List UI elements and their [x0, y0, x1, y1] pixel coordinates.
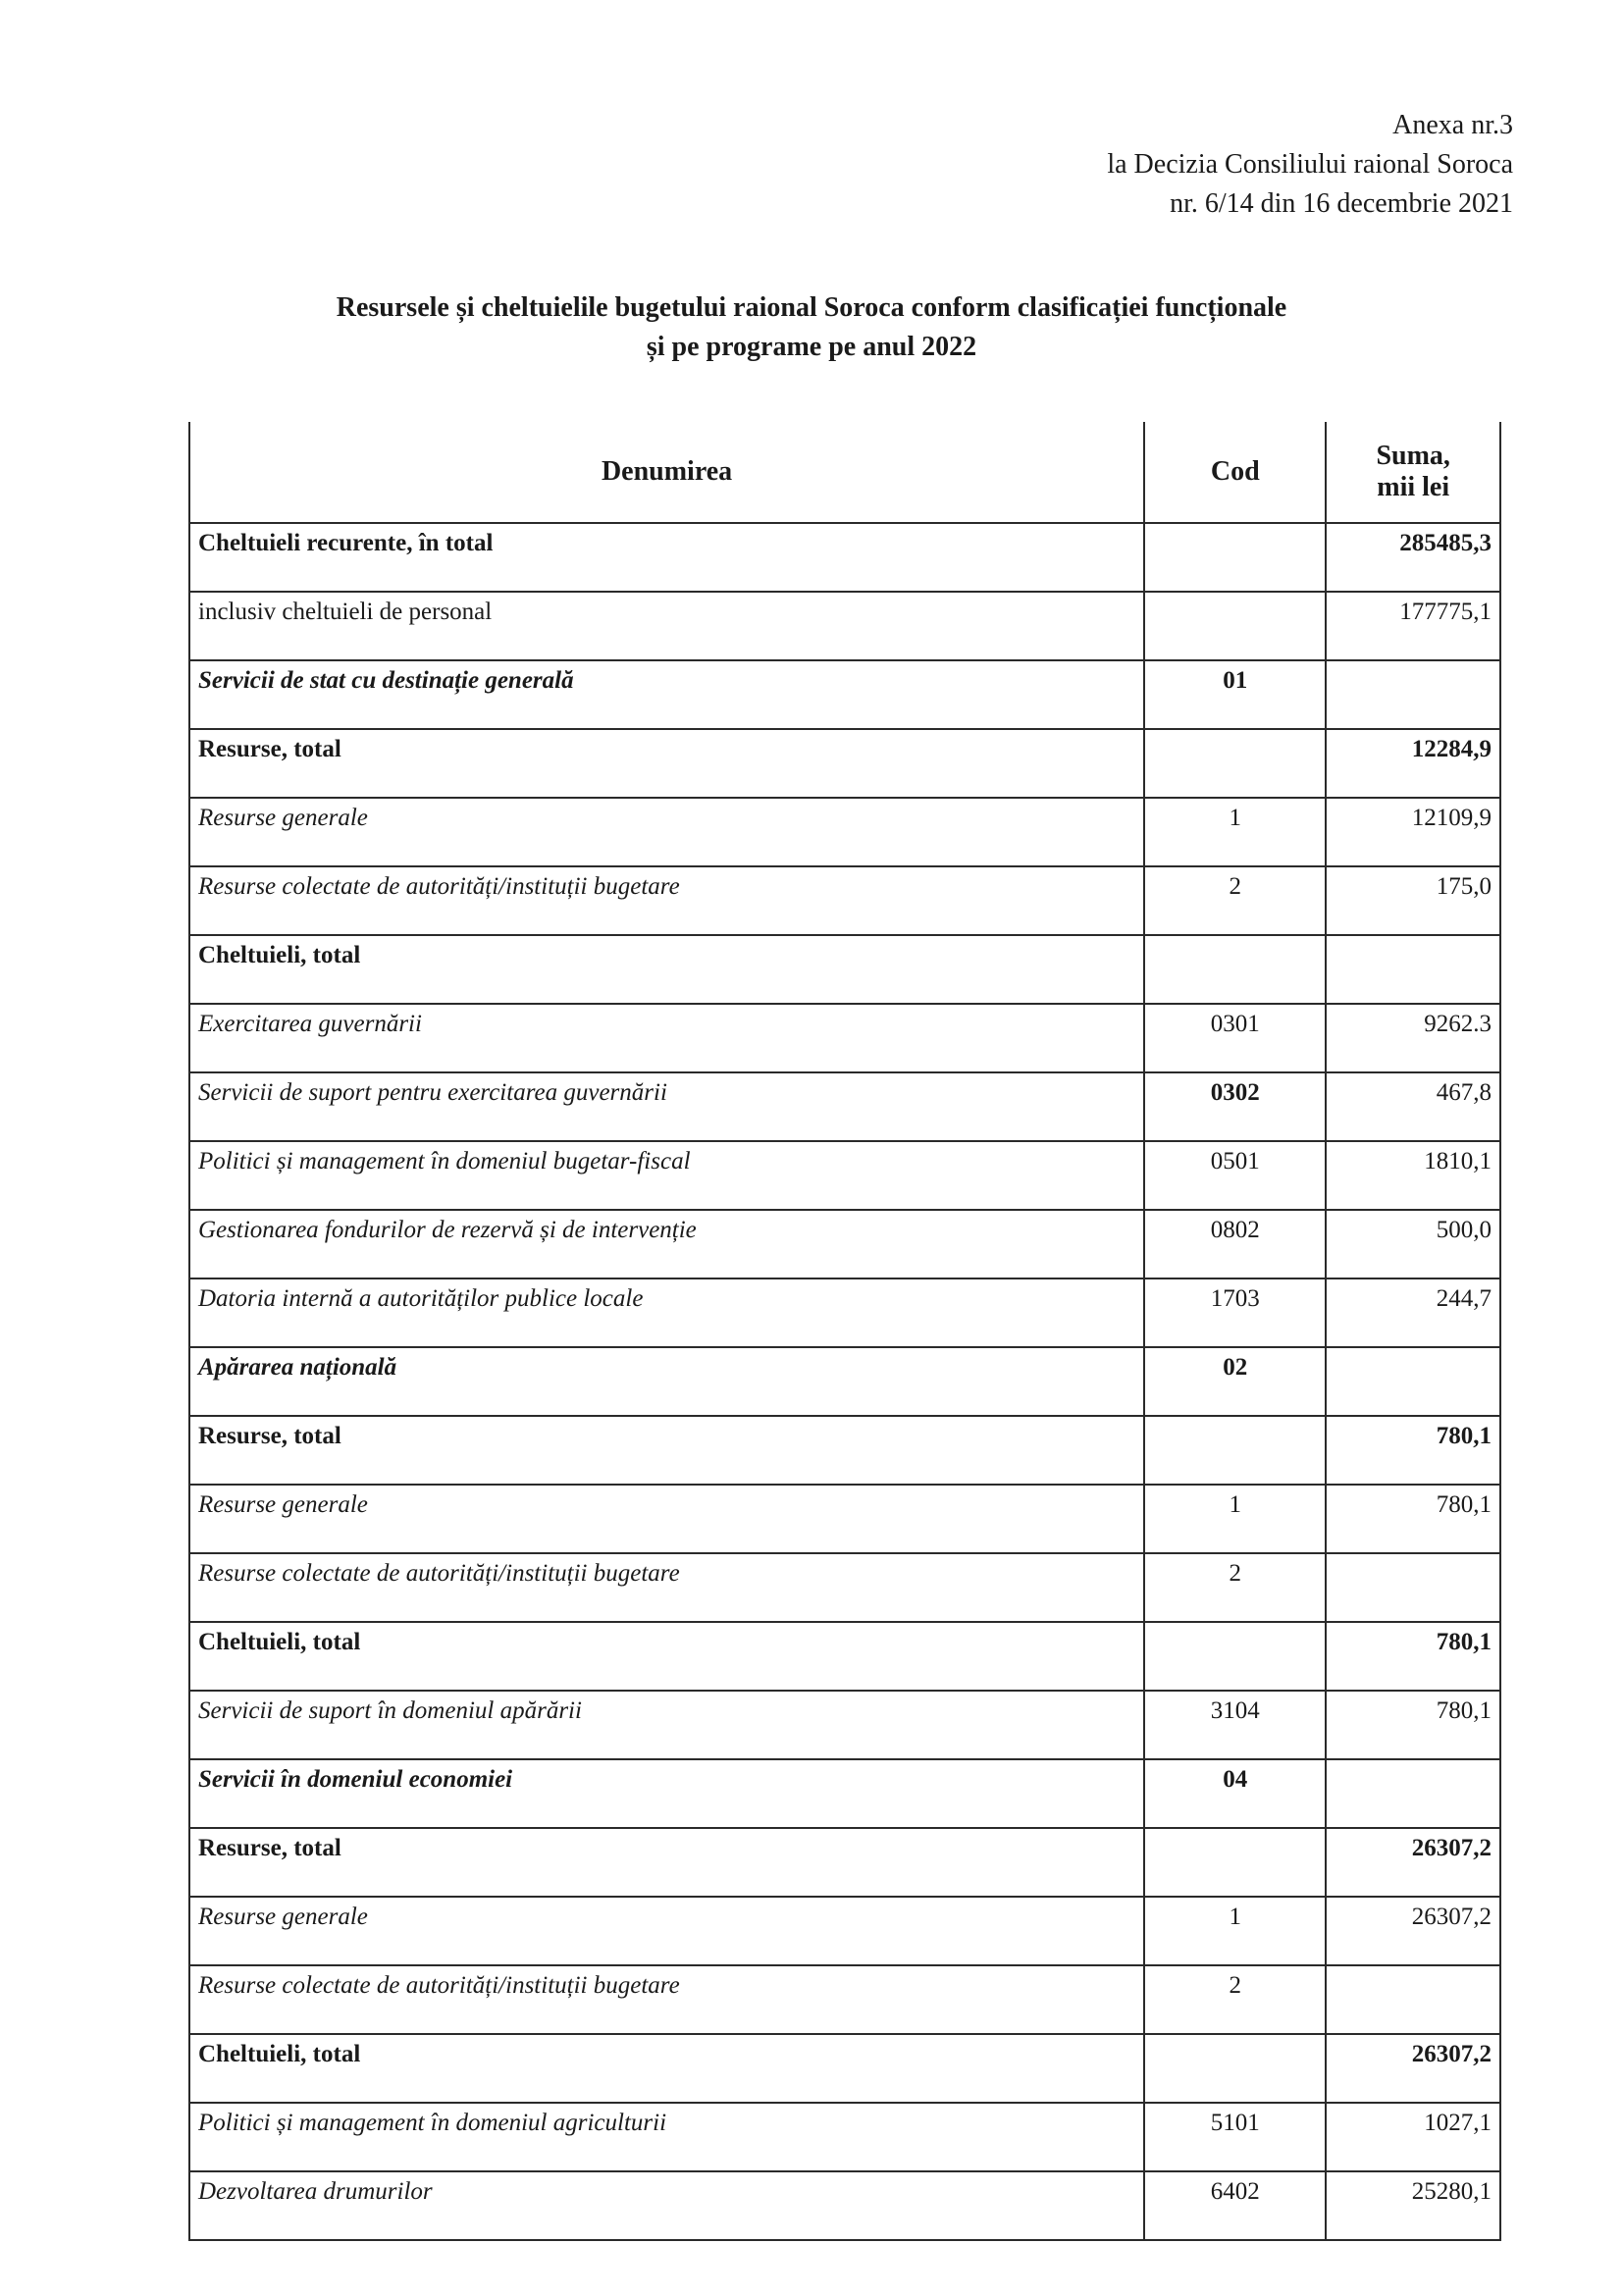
annex-header: [1107, 106, 1513, 224]
row-code: 2: [1144, 1965, 1326, 2034]
row-code: 2: [1144, 866, 1326, 935]
row-code: 1: [1144, 798, 1326, 866]
row-name: Datoria internă a autorităților publice locale: [189, 1278, 1144, 1347]
document-title: [0, 288, 1623, 367]
row-code: [1144, 1622, 1326, 1691]
row-name: Servicii de stat cu destinație generală: [189, 660, 1144, 729]
row-name: Gestionarea fondurilor de rezervă și de intervenție: [189, 1210, 1144, 1278]
header-name: Denumirea: [189, 422, 1144, 523]
row-sum: 26307,2: [1326, 1897, 1500, 1965]
table-row: [189, 1278, 1500, 1347]
row-code: 3104: [1144, 1691, 1326, 1759]
budget-table-header: [189, 422, 1500, 523]
row-sum: [1326, 1965, 1500, 2034]
row-name: Resurse generale: [189, 1897, 1144, 1965]
table-row: [189, 660, 1500, 729]
row-code: 6402: [1144, 2171, 1326, 2240]
row-sum: 25280,1: [1326, 2171, 1500, 2240]
row-name: Dezvoltarea drumurilor: [189, 2171, 1144, 2240]
row-name: Cheltuieli, total: [189, 935, 1144, 1004]
row-code: 0302: [1144, 1072, 1326, 1141]
row-code: [1144, 729, 1326, 798]
header-sum-line-1: Suma,: [1376, 441, 1450, 471]
table-row: [189, 1759, 1500, 1828]
row-sum: [1326, 935, 1500, 1004]
row-name: Resurse generale: [189, 798, 1144, 866]
row-sum: 780,1: [1326, 1691, 1500, 1759]
row-code: [1144, 592, 1326, 660]
table-row: [189, 935, 1500, 1004]
row-name: inclusiv cheltuieli de personal: [189, 592, 1144, 660]
row-code: [1144, 1828, 1326, 1897]
annex-number: Anexa nr.3: [1392, 110, 1513, 140]
table-row: [189, 866, 1500, 935]
row-code: 0301: [1144, 1004, 1326, 1072]
row-sum: 285485,3: [1326, 523, 1500, 592]
row-code: 01: [1144, 660, 1326, 729]
row-code: [1144, 2034, 1326, 2103]
row-sum: 1810,1: [1326, 1141, 1500, 1210]
table-row: [189, 1828, 1500, 1897]
annex-decision-date: nr. 6/14 din 16 decembrie 2021: [1170, 188, 1513, 219]
document-title-line-1: Resursele și cheltuielile bugetului raional Soroca conform clasificației funcționale: [336, 292, 1287, 323]
table-row: [189, 1347, 1500, 1416]
table-row: [189, 798, 1500, 866]
table-row: [189, 1897, 1500, 1965]
row-sum: [1326, 1759, 1500, 1828]
row-sum: 177775,1: [1326, 592, 1500, 660]
header-row: [189, 422, 1500, 523]
table-row: [189, 1553, 1500, 1622]
budget-table: [188, 422, 1501, 2241]
table-row: [189, 1004, 1500, 1072]
row-code: 0802: [1144, 1210, 1326, 1278]
row-sum: 9262.3: [1326, 1004, 1500, 1072]
row-code: 04: [1144, 1759, 1326, 1828]
row-sum: 26307,2: [1326, 1828, 1500, 1897]
row-name: Resurse colectate de autorități/instituții bugetare: [189, 1553, 1144, 1622]
row-code: [1144, 1416, 1326, 1485]
row-name: Resurse generale: [189, 1485, 1144, 1553]
table-row: [189, 1965, 1500, 2034]
row-code: [1144, 935, 1326, 1004]
row-name: Politici și management în domeniul bugetar-fiscal: [189, 1141, 1144, 1210]
header-sum-line-2: mii lei: [1377, 472, 1450, 502]
row-sum: 780,1: [1326, 1485, 1500, 1553]
table-row: [189, 2034, 1500, 2103]
row-sum: 467,8: [1326, 1072, 1500, 1141]
row-code: 1703: [1144, 1278, 1326, 1347]
table-row: [189, 1141, 1500, 1210]
row-sum: 1027,1: [1326, 2103, 1500, 2171]
table-row: [189, 523, 1500, 592]
row-sum: 12284,9: [1326, 729, 1500, 798]
row-name: Cheltuieli, total: [189, 2034, 1144, 2103]
row-name: Resurse colectate de autorități/instituții bugetare: [189, 1965, 1144, 2034]
row-sum: [1326, 1553, 1500, 1622]
row-code: 5101: [1144, 2103, 1326, 2171]
row-name: Resurse, total: [189, 1416, 1144, 1485]
document-title-line-2: și pe programe pe anul 2022: [646, 332, 977, 362]
row-code: [1144, 523, 1326, 592]
table-row: [189, 1210, 1500, 1278]
row-code: 1: [1144, 1485, 1326, 1553]
row-name: Servicii în domeniul economiei: [189, 1759, 1144, 1828]
row-name: Resurse, total: [189, 729, 1144, 798]
budget-table-body: [189, 523, 1500, 2240]
row-sum: 12109,9: [1326, 798, 1500, 866]
row-sum: [1326, 1347, 1500, 1416]
row-name: Exercitarea guvernării: [189, 1004, 1144, 1072]
row-name: Resurse colectate de autorități/instituții bugetare: [189, 866, 1144, 935]
row-sum: 244,7: [1326, 1278, 1500, 1347]
row-sum: [1326, 660, 1500, 729]
row-sum: 780,1: [1326, 1622, 1500, 1691]
table-row: [189, 1416, 1500, 1485]
row-name: Cheltuieli recurente, în total: [189, 523, 1144, 592]
header-code: Cod: [1144, 422, 1326, 523]
row-sum: 175,0: [1326, 866, 1500, 935]
table-row: [189, 2171, 1500, 2240]
table-row: [189, 1691, 1500, 1759]
row-name: Servicii de suport în domeniul apărării: [189, 1691, 1144, 1759]
row-code: 1: [1144, 1897, 1326, 1965]
row-code: 2: [1144, 1553, 1326, 1622]
table-row: [189, 592, 1500, 660]
row-name: Servicii de suport pentru exercitarea guvernării: [189, 1072, 1144, 1141]
row-code: 02: [1144, 1347, 1326, 1416]
table-row: [189, 1622, 1500, 1691]
table-row: [189, 2103, 1500, 2171]
header-sum: [1326, 422, 1500, 523]
row-sum: 26307,2: [1326, 2034, 1500, 2103]
row-code: 0501: [1144, 1141, 1326, 1210]
table-row: [189, 729, 1500, 798]
table-row: [189, 1485, 1500, 1553]
row-sum: 500,0: [1326, 1210, 1500, 1278]
annex-decision: la Decizia Consiliului raional Soroca: [1107, 149, 1513, 180]
row-sum: 780,1: [1326, 1416, 1500, 1485]
row-name: Apărarea națională: [189, 1347, 1144, 1416]
row-name: Resurse, total: [189, 1828, 1144, 1897]
row-name: Cheltuieli, total: [189, 1622, 1144, 1691]
row-name: Politici și management în domeniul agriculturii: [189, 2103, 1144, 2171]
table-row: [189, 1072, 1500, 1141]
